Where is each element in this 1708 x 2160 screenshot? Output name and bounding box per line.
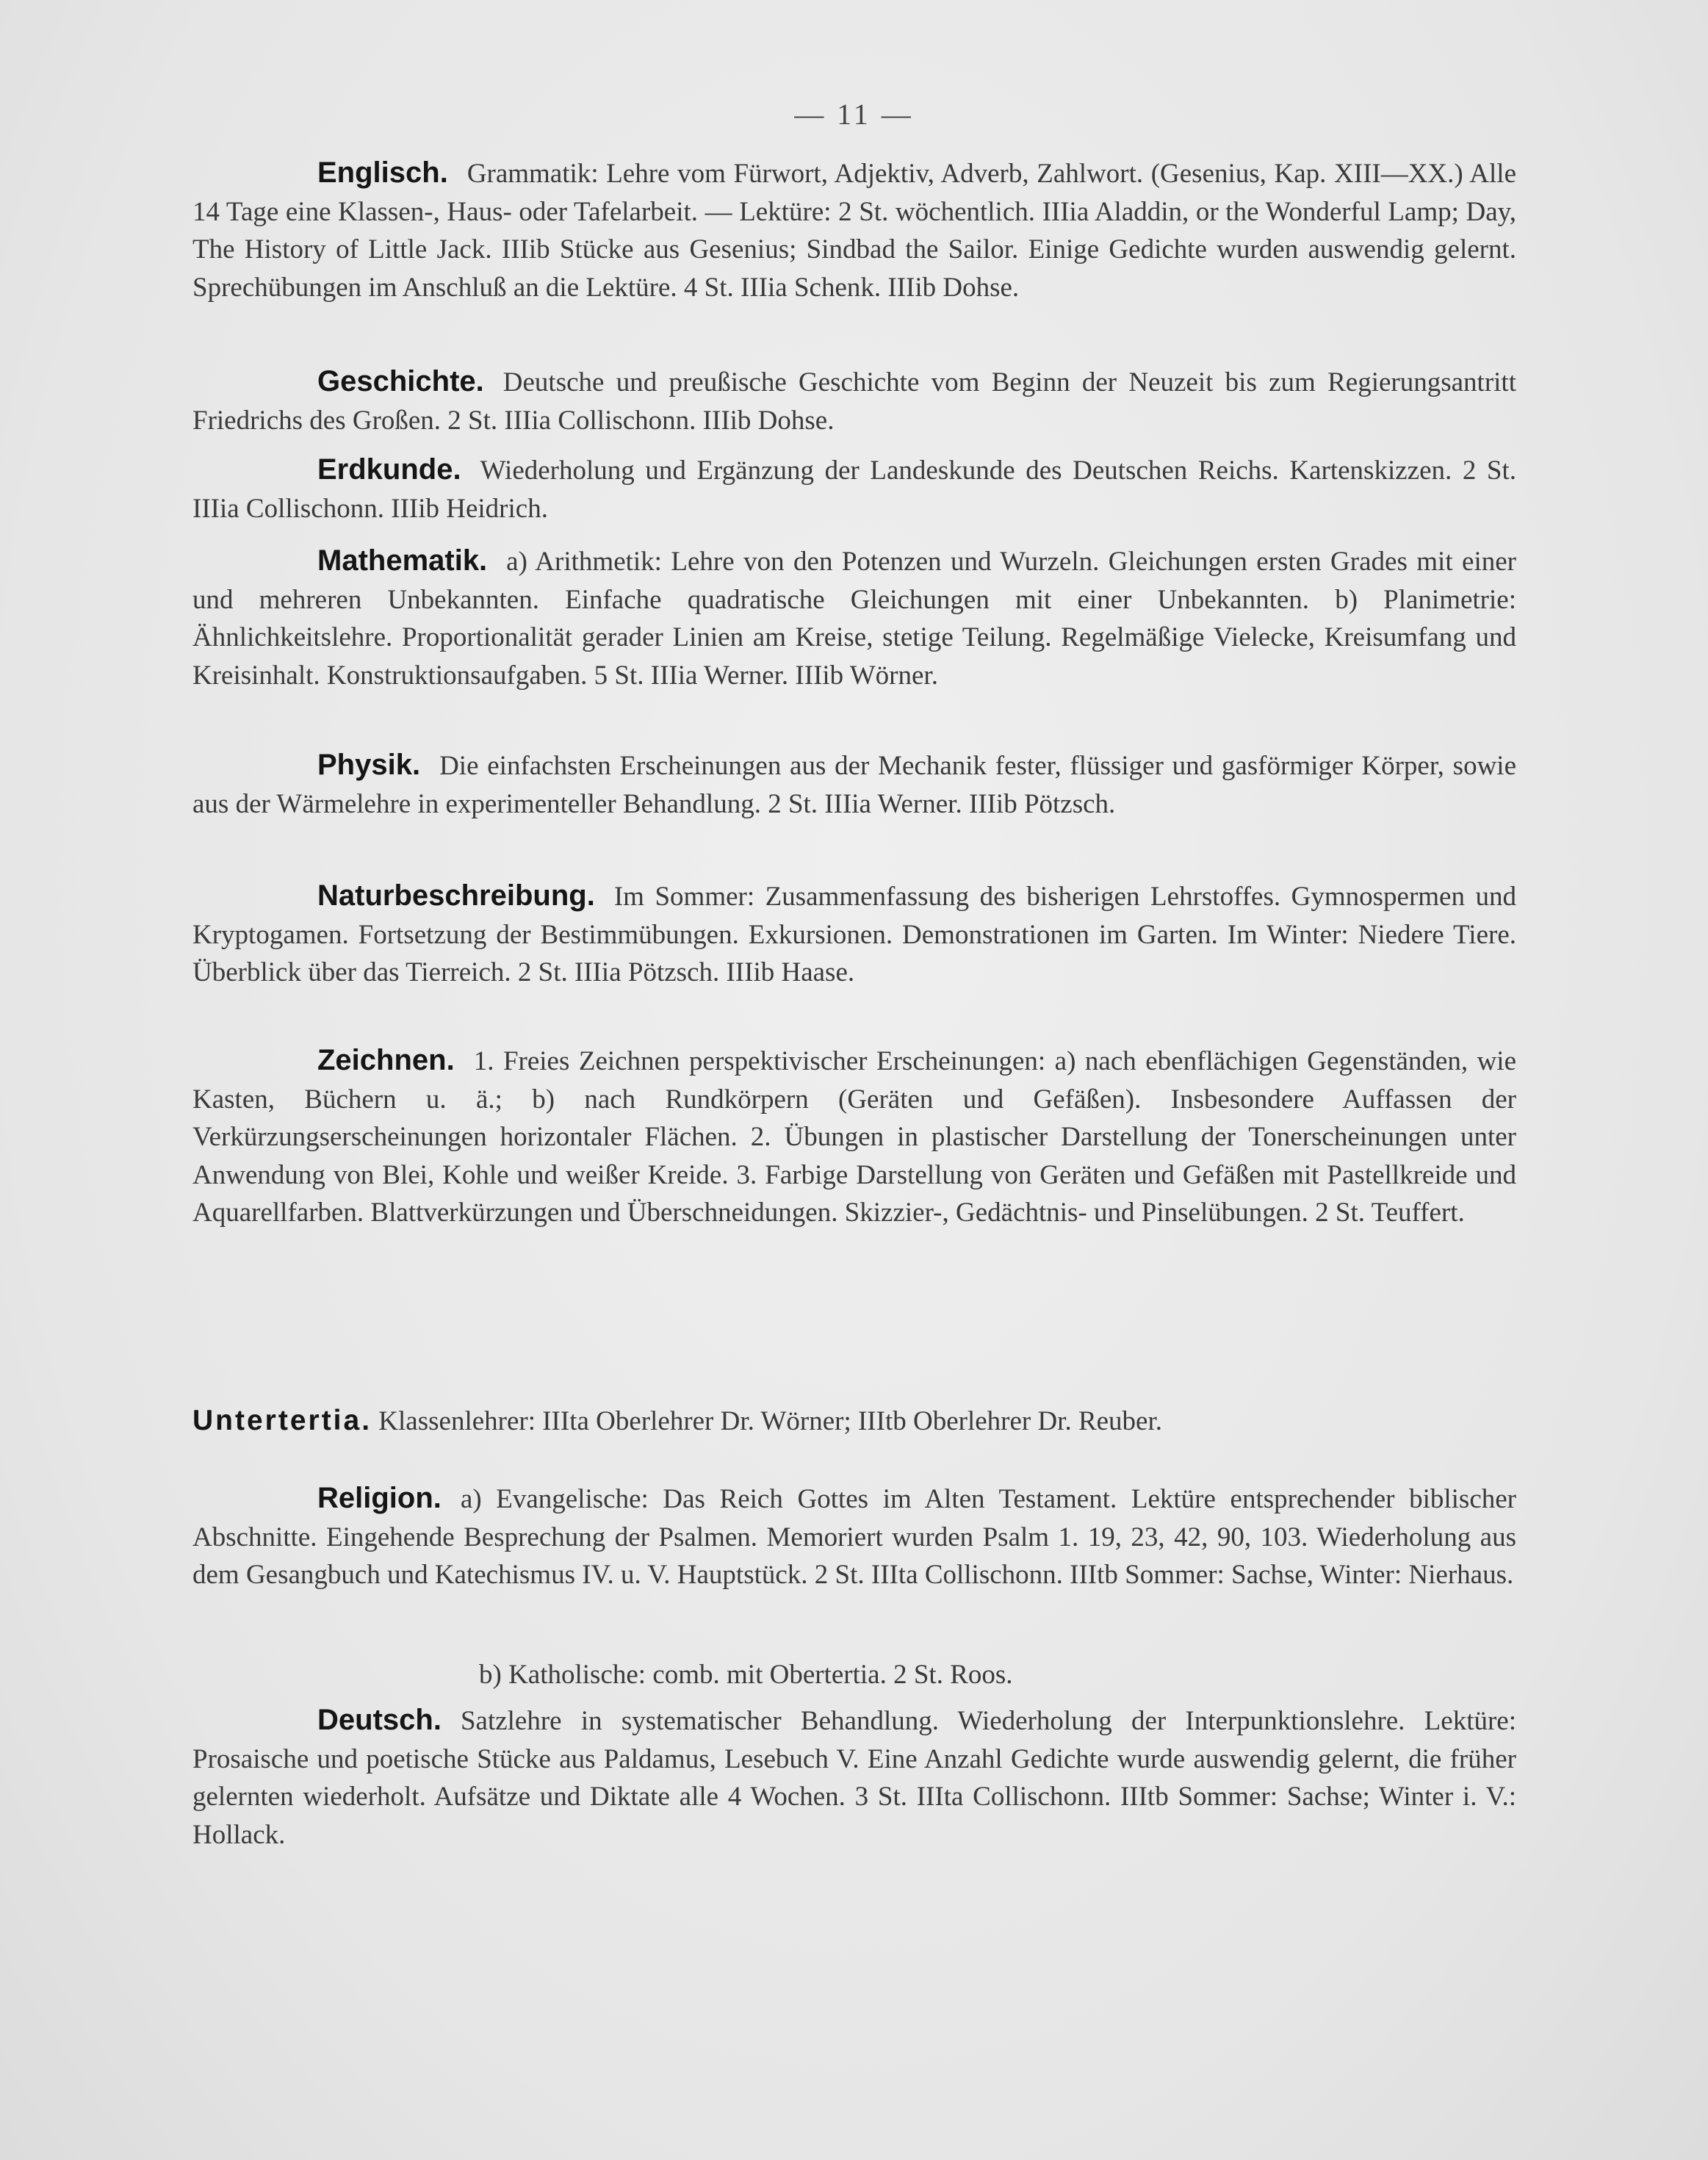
- heading-untertertia: Untertertia.: [192, 1405, 372, 1436]
- heading-geschichte: Geschichte.: [317, 365, 484, 397]
- section-englisch: [192, 154, 1516, 306]
- text-religion: a) Evangelische: Das Reich Gottes im Alten Testament. Lektüre entsprechender biblischer Abschnitte. Eingehende Besprechung der Psalmen. Memoriert wurden Psalm 1. 19, 23, 42, 90, 103. Wiederholung aus dem Gesangbuch und Katechismus IV. u. V. Hauptstück. 2 St. IIIta Collischonn. IIItb Sommer: Sachse, Winter: Nierhaus.: [192, 1484, 1516, 1590]
- heading-zeichnen: Zeichnen.: [317, 1044, 455, 1076]
- heading-religion: Religion.: [317, 1482, 442, 1514]
- section-religion: [192, 1480, 1516, 1594]
- heading-mathematik: Mathematik.: [317, 544, 488, 577]
- heading-englisch: Englisch.: [317, 156, 448, 189]
- heading-deutsch: Deutsch.: [317, 1704, 442, 1736]
- section-naturbeschreibung: [192, 877, 1516, 992]
- section-physik: [192, 746, 1516, 823]
- text-deutsch: Satzlehre in systematischer Behandlung. Wiederholung der Interpunktionslehre. Lektüre: Prosaische und poetische Stücke aus Paldamus, Lesebuch V. Eine Anzahl Gedichte wurde auswendig gelernt, die früher gelernten wiederholt. Aufsätze und Diktate alle 4 Wochen. 3 St. IIIta Collischonn. IIItb Sommer: Sachse; Winter i. V.: Hollack.: [192, 1706, 1516, 1850]
- text-erdkunde: Wiederholung und Ergänzung der Landeskunde des Deutschen Reichs. Kartenskizzen. 2 St. IIIia Collischonn. IIIib Heidrich.: [192, 456, 1516, 524]
- section-geschichte: [192, 363, 1516, 439]
- section-untertertia: [192, 1402, 1516, 1441]
- heading-physik: Physik.: [317, 749, 421, 781]
- heading-naturbeschreibung: Naturbeschreibung.: [317, 879, 595, 912]
- text-physik: Die einfachsten Erscheinungen aus der Mechanik fester, flüssiger und gasförmiger Körper, sowie aus der Wärmelehre in experimenteller Behandlung. 2 St. IIIia Werner. IIIib Pötzsch.: [192, 751, 1516, 819]
- text-untertertia: Klassenlehrer: IIIta Oberlehrer Dr. Wörner; IIItb Oberlehrer Dr. Reuber.: [378, 1406, 1163, 1436]
- text-naturbeschreibung: Im Sommer: Zusammenfassung des bisherigen Lehrstoffes. Gymnospermen und Kryptogamen. Fortsetzung der Bestimmübungen. Exkursionen. Demonstrationen im Garten. Im Winter: Niedere Tiere. Überblick über das Tierreich. 2 St. IIIia Pötzsch. IIIib Haase.: [192, 882, 1516, 987]
- text-mathematik: a) Arithmetik: Lehre von den Potenzen und Wurzeln. Gleichungen ersten Grades mit einer und mehreren Unbekannten. Einfache quadratische Gleichungen mit einer Unbekannten. b) Planimetrie: Ähnlichkeitslehre. Proportionalität gerader Linien am Kreise, stetige Teilung. Regelmäßige Vielecke, Kreisumfang und Kreisinhalt. Konstruktionsaufgaben. 5 St. IIIia Werner. IIIib Wörner.: [192, 547, 1516, 691]
- section-mathematik: [192, 542, 1516, 694]
- text-englisch: Grammatik: Lehre vom Fürwort, Adjektiv, Adverb, Zahlwort. (Gesenius, Kap. XIII—XX.) Alle 14 Tage eine Klassen-, Haus- oder Tafelarbeit. — Lektüre: 2 St. wöchentlich. IIIia Aladdin, or the Wonderful Lamp; Day, The History of Little Jack. IIIib Stücke aus Gesenius; Sindbad the Sailor. Einige Gedichte wurden auswendig gelernt. Sprechübungen im Anschluß an die Lektüre. 4 St. IIIia Schenk. IIIib Dohse.: [192, 159, 1516, 303]
- text-zeichnen: 1. Freies Zeichnen perspektivischer Erscheinungen: a) nach ebenflächigen Gegenständen, wie Kasten, Büchern u. ä.; b) nach Rundkörpern (Geräten und Gefäßen). Insbesondere Auffassen der Verkürzungserscheinungen horizontaler Flächen. 2. Übungen in plastischer Darstellung der Tonerscheinungen unter Anwendung von Blei, Kohle und weißer Kreide. 3. Farbige Darstellung von Geräten und Gefäßen mit Pastellkreide und Aquarellfarben. Blattverkürzungen und Überschneidungen. Skizzier-, Gedächtnis- und Pinselübungen. 2 St. Teuffert.: [192, 1046, 1516, 1228]
- section-erdkunde: [192, 451, 1516, 528]
- section-deutsch: [192, 1702, 1516, 1854]
- religion-katholisch-line: b) Katholische: comb. mit Obertertia. 2 St. Roos.: [479, 1660, 1013, 1690]
- section-zeichnen: [192, 1042, 1516, 1232]
- heading-erdkunde: Erdkunde.: [317, 453, 461, 486]
- page-number: — 11 —: [794, 98, 914, 131]
- text-geschichte: Deutsche und preußische Geschichte vom Beginn der Neuzeit bis zum Regierungsantritt Friedrichs des Großen. 2 St. IIIia Collischonn. IIIib Dohse.: [192, 367, 1516, 436]
